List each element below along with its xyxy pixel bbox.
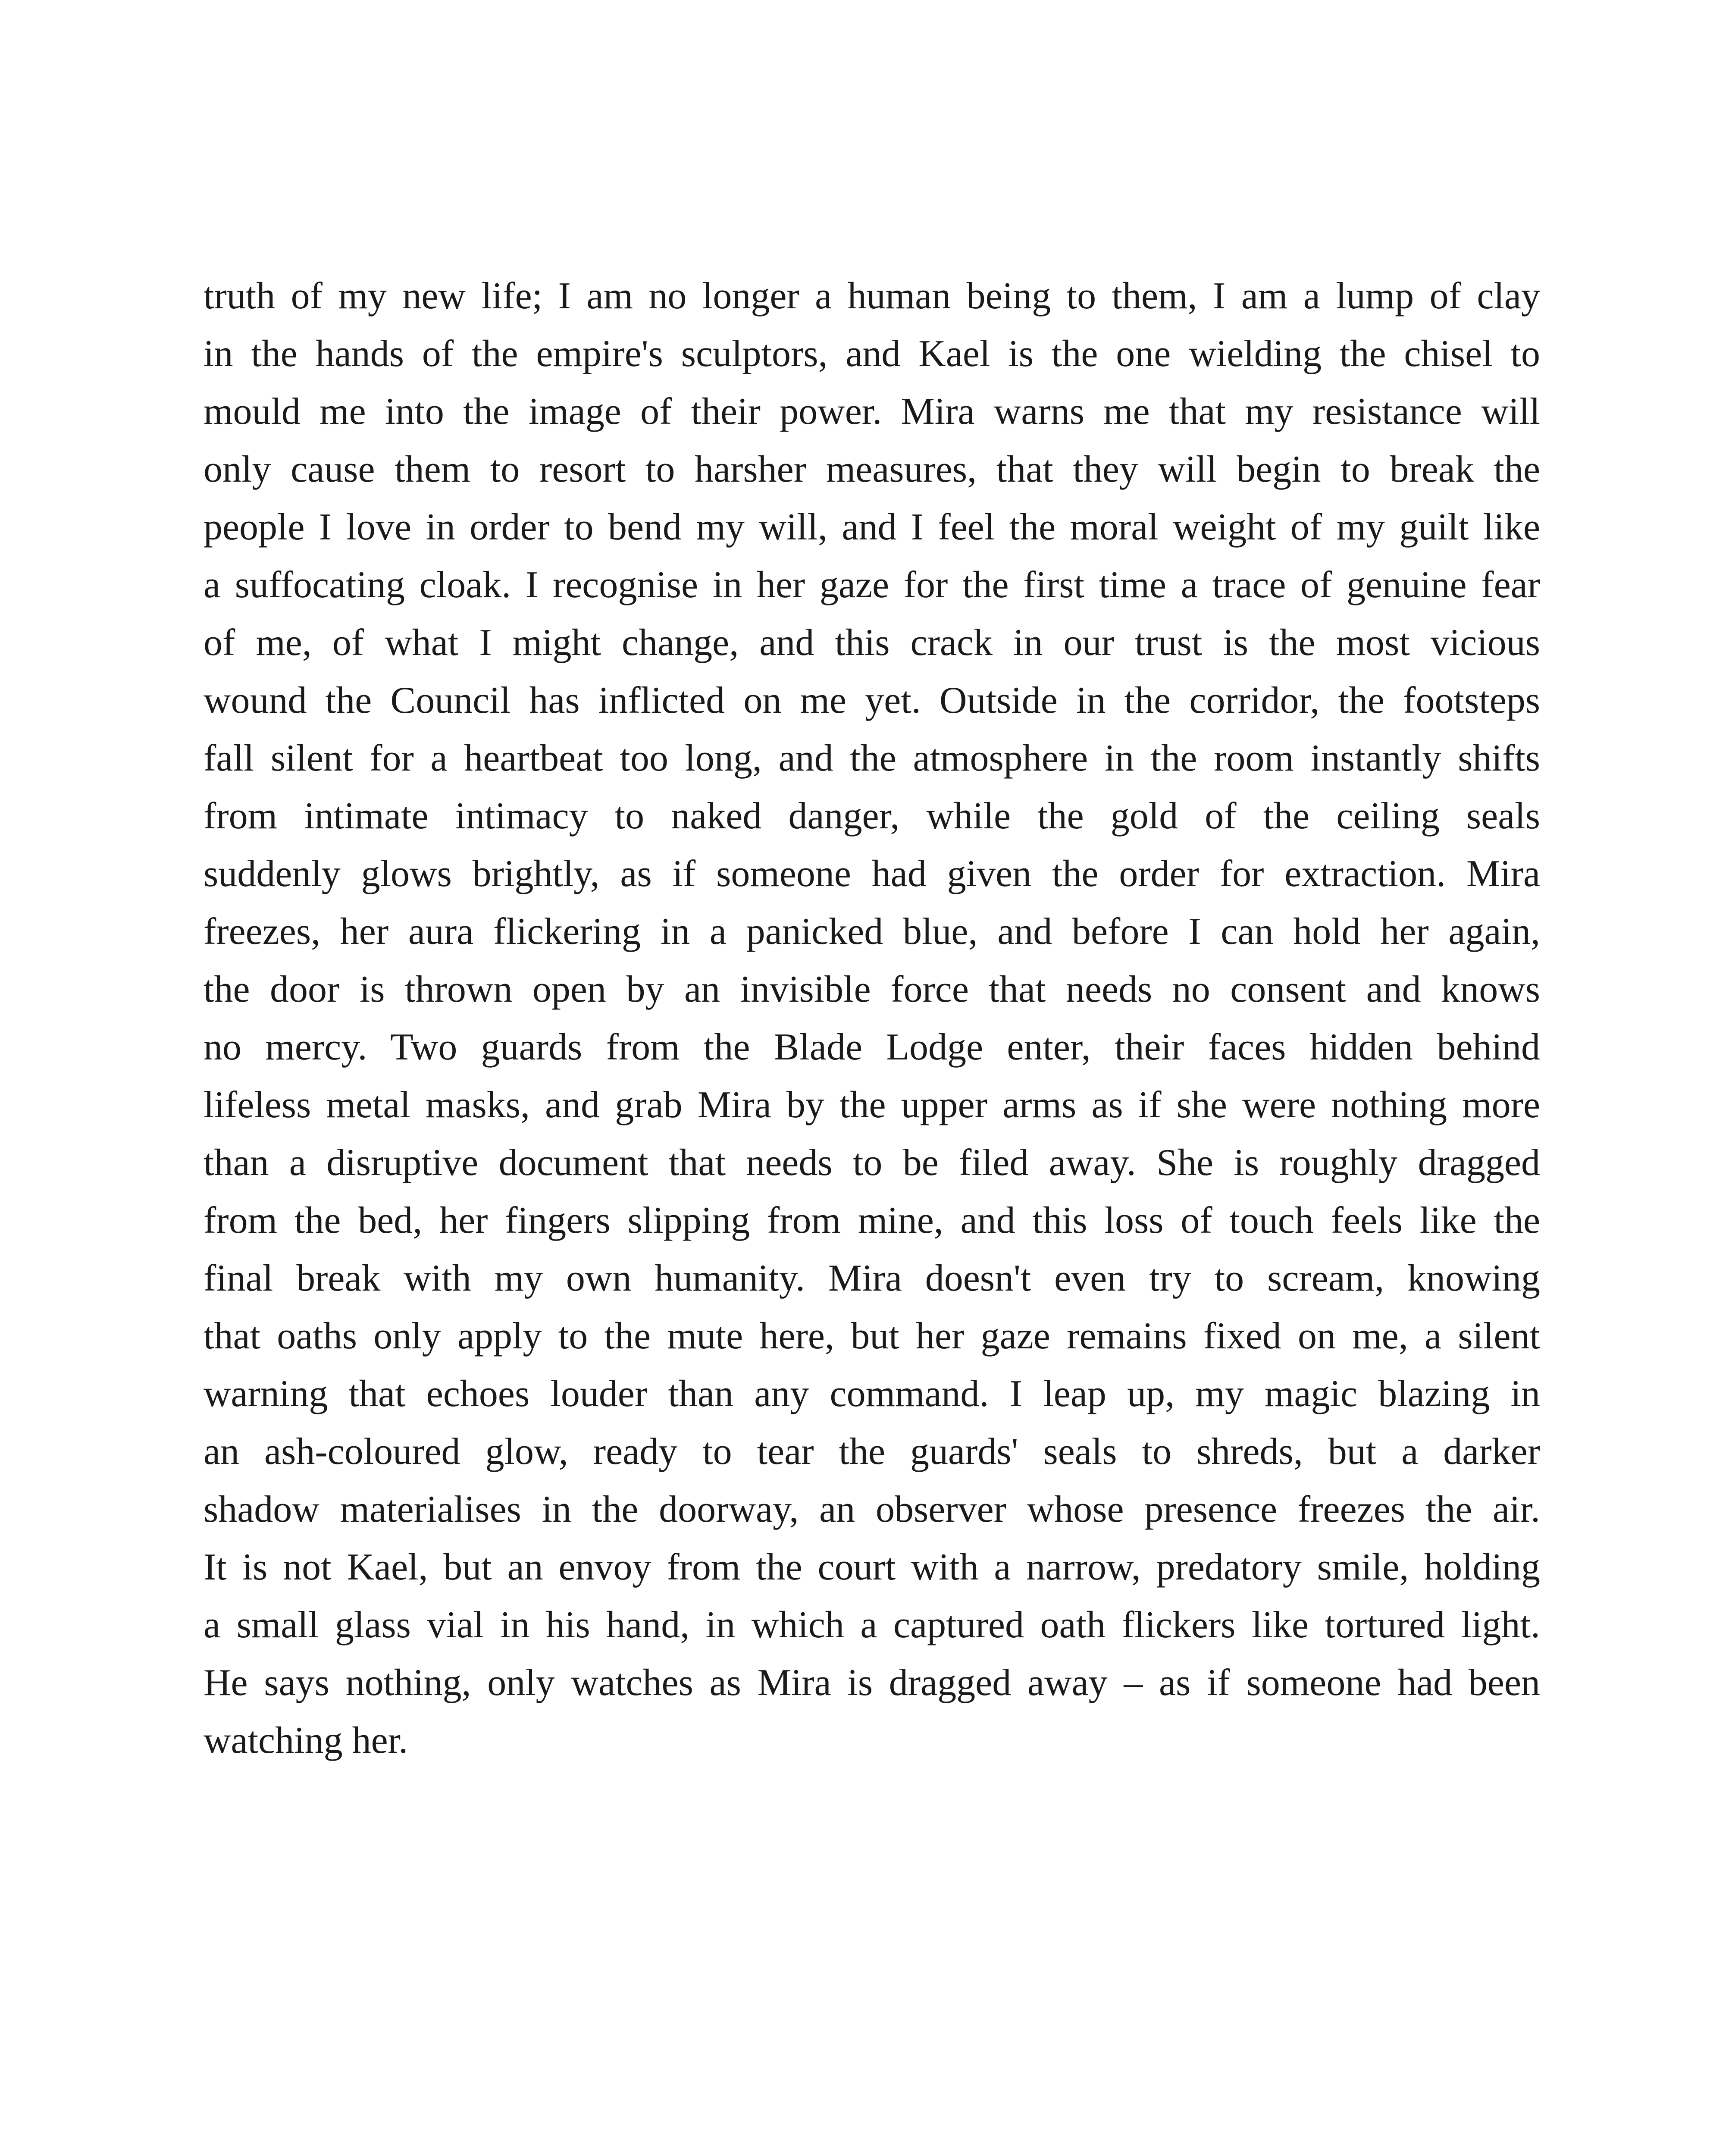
text-line: wound the Council has inflicted on me yet. Outside in the corridor, the footsteps: [204, 680, 1540, 721]
text-line: that oaths only apply to the mute here, but her gaze remains fixed on me, a silent: [204, 1315, 1540, 1357]
text-line: He says nothing, only watches as Mira is dragged away – as if someone had been: [204, 1662, 1540, 1704]
text-line: the door is thrown open by an invisible force that needs no consent and knows: [204, 968, 1540, 1010]
text-line: no mercy. Two guards from the Blade Lodge enter, their faces hidden behind: [204, 1026, 1540, 1068]
text-line: fall silent for a heartbeat too long, and the atmosphere in the room instantly shifts: [204, 737, 1540, 779]
text-line: than a disruptive document that needs to be filed away. She is roughly dragged: [204, 1142, 1540, 1184]
text-line: final break with my own humanity. Mira doesn't even try to scream, knowing: [204, 1257, 1540, 1299]
text-line: mould me into the image of their power. Mira warns me that my resistance will: [204, 391, 1540, 432]
text-line: lifeless metal masks, and grab Mira by the upper arms as if she were nothing more: [204, 1084, 1540, 1126]
text-line: warning that echoes louder than any command. I leap up, my magic blazing in: [204, 1373, 1540, 1415]
text-line: of me, of what I might change, and this crack in our trust is the most vicious: [204, 622, 1540, 664]
text-line: in the hands of the empire's sculptors, and Kael is the one wielding the chisel to: [204, 333, 1540, 375]
text-line: shadow materialises in the doorway, an observer whose presence freezes the air.: [204, 1489, 1540, 1530]
text-line: a small glass vial in his hand, in which a captured oath flickers like tortured light.: [204, 1604, 1540, 1646]
text-line: only cause them to resort to harsher measures, that they will begin to break the: [204, 448, 1540, 490]
text-line: freezes, her aura flickering in a panicked blue, and before I can hold her again,: [204, 911, 1540, 953]
text-line: from intimate intimacy to naked danger, while the gold of the ceiling seals: [204, 795, 1540, 837]
text-line: It is not Kael, but an envoy from the court with a narrow, predatory smile, holding: [204, 1546, 1540, 1588]
body-paragraph: [204, 267, 1540, 1770]
text-line: an ash-coloured glow, ready to tear the guards' seals to shreds, but a darker: [204, 1431, 1540, 1473]
text-line: a suffocating cloak. I recognise in her gaze for the first time a trace of genuine fear: [204, 564, 1540, 606]
text-line: from the bed, her fingers slipping from mine, and this loss of touch feels like the: [204, 1200, 1540, 1241]
text-line: watching her.: [204, 1720, 408, 1761]
text-line: truth of my new life; I am no longer a human being to them, I am a lump of clay: [204, 275, 1540, 317]
text-line: suddenly glows brightly, as if someone had given the order for extraction. Mira: [204, 853, 1540, 895]
text-line: people I love in order to bend my will, and I feel the moral weight of my guilt like: [204, 506, 1540, 548]
